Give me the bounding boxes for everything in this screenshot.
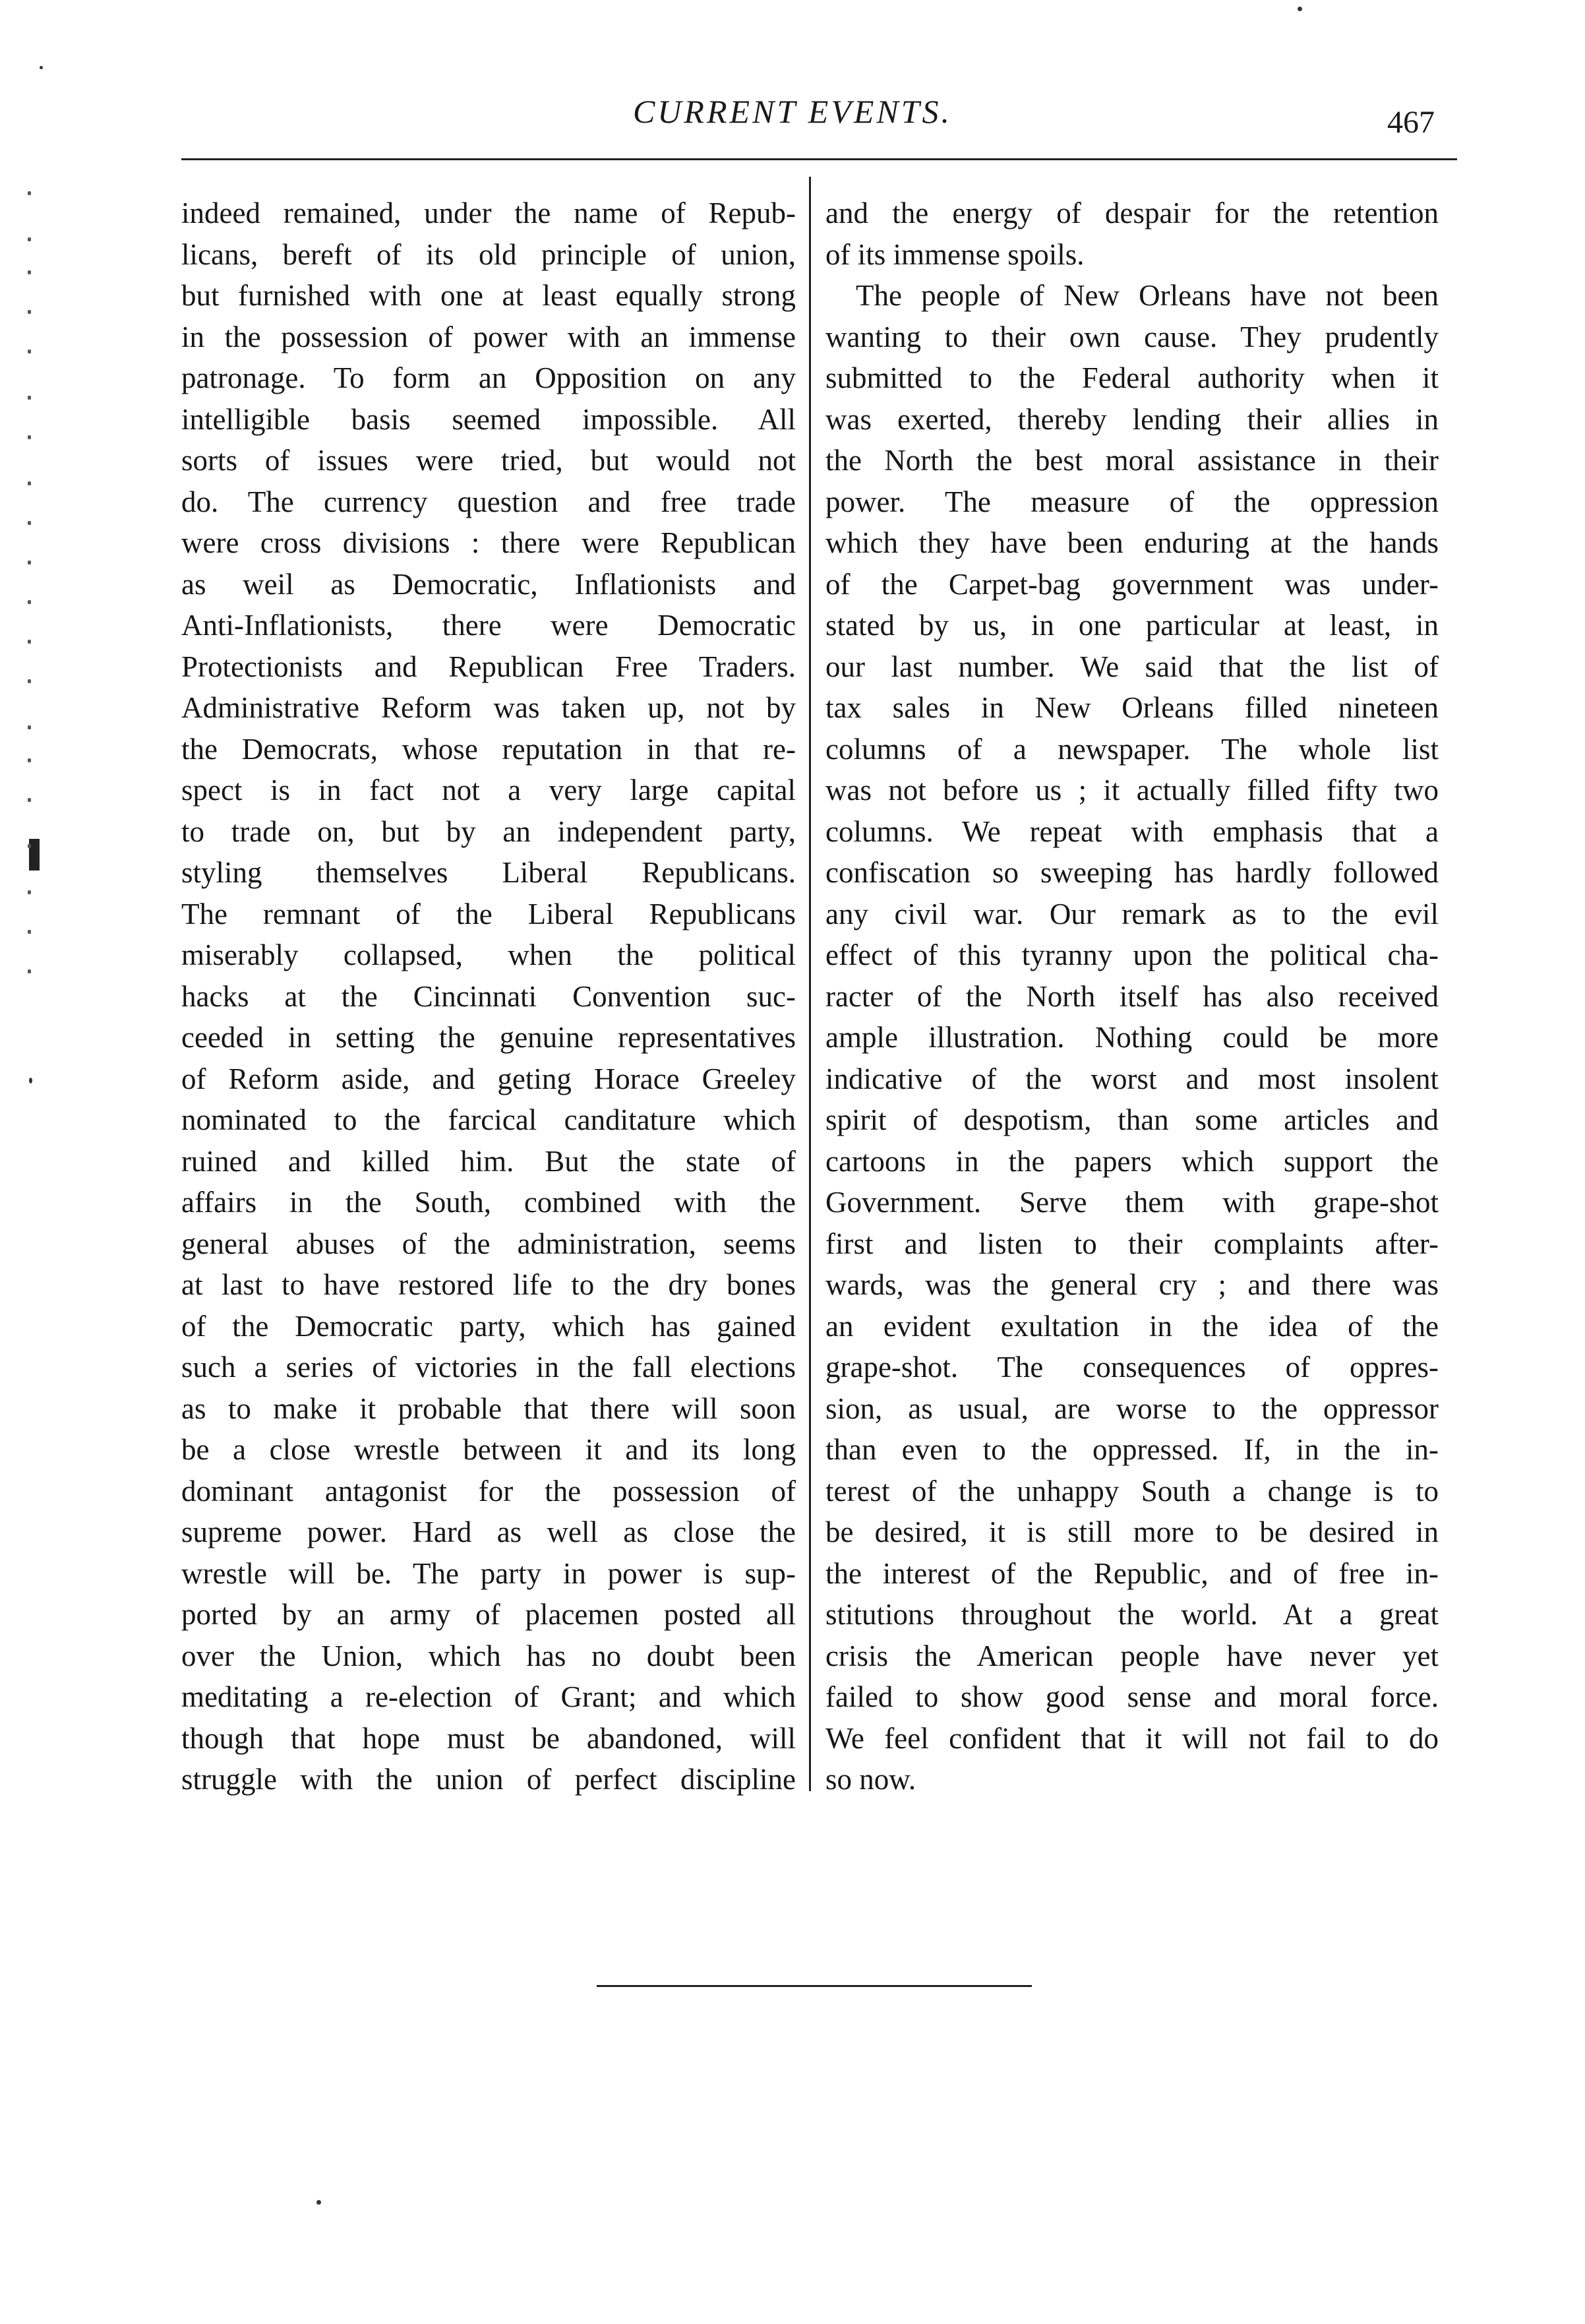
- text-line: wanting to their own cause. They prudently: [825, 320, 1439, 353]
- text-line: stated by us, in one particular at least, in: [825, 609, 1439, 642]
- scan-speck: [1298, 7, 1302, 11]
- text-line: of the Democratic party, which has gained: [181, 1309, 796, 1343]
- margin-scan-marks: [28, 178, 36, 1035]
- text-line: affairs in the South, combined with the: [181, 1186, 796, 1219]
- text-line: sorts of issues were tried, but would not: [181, 444, 796, 477]
- text-line: were cross divisions : there were Republican: [181, 526, 796, 559]
- text-line: ruined and killed him. But the state of: [181, 1144, 796, 1178]
- text-line: than even to the oppressed. If, in the in-: [825, 1433, 1439, 1466]
- text-line: We feel confident that it will not fail to do: [825, 1721, 1439, 1755]
- text-line: patronage. To form an Opposition on any: [181, 361, 796, 394]
- text-line: general abuses of the administration, seems: [181, 1227, 796, 1260]
- text-line: struggle with the union of perfect discipline: [181, 1763, 796, 1796]
- text-line: racter of the North itself has also received: [825, 979, 1439, 1013]
- text-line: of its immense spoils.: [825, 237, 1085, 271]
- text-line: columns. We repeat with emphasis that a: [825, 814, 1439, 848]
- text-line: be a close wrestle between it and its long: [181, 1433, 796, 1466]
- text-line: hacks at the Cincinnati Convention suc-: [181, 979, 796, 1013]
- text-line: to trade on, but by an independent party,: [181, 814, 796, 848]
- text-line: nominated to the farcical canditature which: [181, 1103, 796, 1136]
- scan-speck: [316, 2200, 321, 2205]
- text-line: ample illustration. Nothing could be more: [825, 1021, 1439, 1054]
- running-head: CURRENT EVENTS.: [632, 93, 953, 130]
- text-line: any civil war. Our remark as to the evil: [825, 897, 1439, 931]
- page-number: 467: [1387, 105, 1435, 140]
- text-line: miserably collapsed, when the political: [181, 938, 796, 971]
- text-line: columns of a newspaper. The whole list: [825, 732, 1439, 766]
- text-line: was exerted, thereby lending their allies in: [825, 402, 1439, 436]
- text-line: the North the best moral assistance in their: [825, 444, 1439, 477]
- text-line: in the possession of power with an immense: [181, 320, 796, 353]
- text-line: such a series of victories in the fall elections: [181, 1351, 796, 1384]
- text-line: first and listen to their complaints after-: [825, 1227, 1439, 1260]
- text-line: ceeded in setting the genuine representatives: [181, 1021, 796, 1054]
- text-line: but furnished with one at least equally strong: [181, 279, 796, 312]
- paragraph-start-line: The people of New Orleans have not been: [856, 279, 1439, 312]
- text-line: grape-shot. The consequences of oppres-: [825, 1351, 1439, 1384]
- text-line: as to make it probable that there will soon: [181, 1391, 796, 1425]
- text-line: and the energy of despair for the retention: [825, 197, 1439, 229]
- text-line: so now.: [825, 1763, 916, 1796]
- text-line: The remnant of the Liberal Republicans: [181, 897, 796, 931]
- left-column: [181, 193, 796, 1800]
- text-line: failed to show good sense and moral force.: [825, 1680, 1439, 1713]
- scan-speck: [40, 66, 43, 69]
- text-line: Government. Serve them with grape-shot: [825, 1186, 1439, 1219]
- text-line: tax sales in New Orleans filled nineteen: [825, 691, 1439, 724]
- right-column: [825, 193, 1439, 1800]
- text-line: indeed remained, under the name of Repub-: [181, 197, 796, 229]
- text-line: ported by an army of placemen posted all: [181, 1598, 796, 1631]
- text-line: an evident exultation in the idea of the: [825, 1309, 1439, 1343]
- text-line: over the Union, which has no doubt been: [181, 1639, 796, 1672]
- header-rule: [181, 158, 1457, 160]
- text-line: which they have been enduring at the hands: [825, 526, 1439, 559]
- text-line: meditating a re-election of Grant; and which: [181, 1680, 796, 1713]
- text-line: Anti-Inflationists, there were Democratic: [181, 609, 796, 642]
- text-line: wrestle will be. The party in power is sup-: [181, 1556, 796, 1590]
- text-line: stitutions throughout the world. At a great: [825, 1598, 1439, 1631]
- text-line: the Democrats, whose reputation in that re-: [181, 732, 796, 766]
- text-line: crisis the American people have never yet: [825, 1639, 1439, 1672]
- text-line: confiscation so sweeping has hardly followed: [825, 856, 1439, 889]
- text-line: our last number. We said that the list of: [825, 650, 1439, 683]
- text-line: intelligible basis seemed impossible. All: [181, 402, 796, 436]
- end-rule: [597, 1985, 1032, 1987]
- text-line: styling themselves Liberal Republicans.: [181, 856, 796, 889]
- text-line: Administrative Reform was taken up, not by: [181, 691, 796, 724]
- text-line: terest of the unhappy South a change is to: [825, 1474, 1439, 1508]
- text-line: licans, bereft of its old principle of union,: [181, 237, 796, 271]
- text-line: at last to have restored life to the dry bones: [181, 1268, 796, 1301]
- text-line: was not before us ; it actually filled fifty two: [825, 774, 1439, 807]
- text-line: cartoons in the papers which support the: [825, 1144, 1439, 1178]
- text-line: do. The currency question and free trade: [181, 485, 796, 518]
- text-line: of Reform aside, and geting Horace Greeley: [181, 1062, 796, 1095]
- text-line: indicative of the worst and most insolent: [825, 1062, 1439, 1095]
- text-line: submitted to the Federal authority when it: [825, 361, 1439, 394]
- text-line: of the Carpet-bag government was under-: [825, 567, 1439, 601]
- column-divider: [809, 177, 811, 1791]
- text-line: though that hope must be abandoned, will: [181, 1721, 796, 1755]
- scan-speck: [29, 1078, 32, 1084]
- text-line: spect is in fact not a very large capital: [181, 774, 796, 807]
- text-line: supreme power. Hard as well as close the: [181, 1515, 796, 1548]
- text-line: as weil as Democratic, Inflationists and: [181, 567, 796, 601]
- text-line: the interest of the Republic, and of free in-: [825, 1556, 1439, 1590]
- text-line: dominant antagonist for the possession of: [181, 1474, 796, 1508]
- text-line: wards, was the general cry ; and there was: [825, 1268, 1439, 1301]
- text-line: effect of this tyranny upon the political cha-: [825, 938, 1439, 971]
- text-line: be desired, it is still more to be desired in: [825, 1515, 1439, 1548]
- text-line: Protectionists and Republican Free Traders.: [181, 650, 796, 683]
- text-line: power. The measure of the oppression: [825, 485, 1439, 518]
- text-line: spirit of despotism, than some articles and: [825, 1103, 1439, 1136]
- text-line: sion, as usual, are worse to the oppressor: [825, 1391, 1439, 1425]
